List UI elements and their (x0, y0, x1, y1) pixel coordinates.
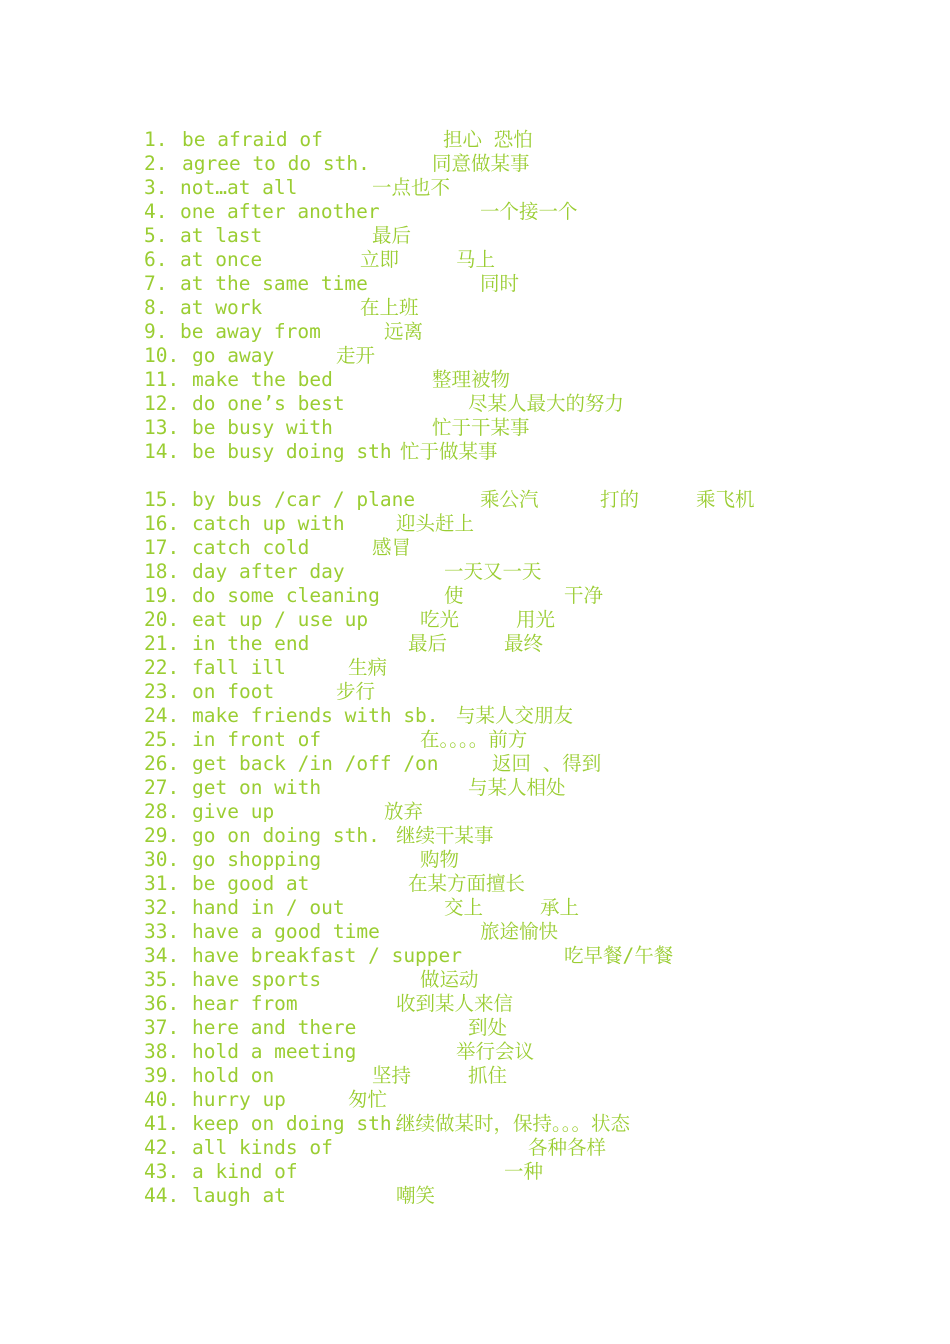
phrase-entry (0, 176, 950, 200)
phrase-entry (0, 272, 950, 296)
entry-number: 23. (144, 680, 180, 703)
chinese-meaning: 吃早餐/午餐 (564, 944, 674, 967)
english-phrase: a kind of (192, 1160, 298, 1183)
entry-number: 17. (144, 536, 180, 559)
entry-number: 3. (144, 176, 168, 199)
chinese-meaning: 生病 (348, 656, 388, 679)
chinese-meaning: 抓住 (468, 1064, 508, 1087)
entry-number: 37. (144, 1016, 180, 1039)
phrase-entry (0, 920, 950, 944)
phrase-entry (0, 968, 950, 992)
chinese-meaning: 最后 (408, 632, 448, 655)
english-phrase: at work (180, 296, 263, 319)
english-phrase: be afraid of (182, 128, 323, 151)
english-phrase: catch up with (192, 512, 345, 535)
english-phrase: eat up / use up (192, 608, 369, 631)
chinese-meaning: 一点也不 (372, 176, 451, 199)
entry-number: 40. (144, 1088, 180, 1111)
entry-number: 2. (144, 152, 168, 175)
english-phrase: one after another (180, 200, 380, 223)
chinese-meaning: 放弃 (384, 800, 424, 823)
chinese-meaning: 收到某人来信 (396, 992, 514, 1015)
phrase-entry (0, 704, 950, 728)
phrase-entry (0, 1088, 950, 1112)
phrase-entry (0, 680, 950, 704)
chinese-meaning: 一个接一个 (480, 200, 578, 223)
phrase-entry (0, 1064, 950, 1088)
entry-number: 44. (144, 1184, 180, 1207)
entry-number: 1. (144, 128, 168, 151)
chinese-meaning: 担心 恐怕 (443, 128, 533, 151)
entry-number: 4. (144, 200, 168, 223)
chinese-meaning: 继续干某事 (396, 824, 494, 847)
phrase-entry (0, 536, 950, 560)
entry-number: 22. (144, 656, 180, 679)
chinese-meaning: 远离 (384, 320, 424, 343)
english-phrase: by bus /car / plane (192, 488, 416, 511)
english-phrase: here and there (192, 1016, 357, 1039)
phrase-entry (0, 200, 950, 224)
english-phrase: hand in / out (192, 896, 345, 919)
phrase-entry (0, 872, 950, 896)
chinese-meaning: 一种 (504, 1160, 544, 1183)
english-phrase: in front of (192, 728, 322, 751)
english-phrase: at last (180, 224, 263, 247)
entry-number: 14. (144, 440, 180, 463)
english-phrase: be away from (180, 320, 321, 343)
chinese-meaning: 用光 (516, 608, 556, 631)
chinese-meaning: 举行会议 (456, 1040, 535, 1063)
chinese-meaning: 使 (444, 584, 464, 607)
english-phrase: at the same time (180, 272, 368, 295)
chinese-meaning: 同时 (480, 272, 520, 295)
phrase-entry (0, 848, 950, 872)
english-phrase: not…at all (180, 176, 298, 199)
chinese-meaning: 吃光 (420, 608, 460, 631)
phrase-entry (0, 1016, 950, 1040)
phrase-entry (0, 944, 950, 968)
phrase-entry (0, 488, 950, 512)
english-phrase: hold on (192, 1064, 275, 1087)
english-phrase: hold a meeting (192, 1040, 357, 1063)
english-phrase: be good at (192, 872, 310, 895)
phrase-entry (0, 512, 950, 536)
phrase-entry (0, 728, 950, 752)
entry-number: 27. (144, 776, 180, 799)
chinese-meaning: 同意做某事 (432, 152, 530, 175)
phrase-entry (0, 296, 950, 320)
chinese-meaning: 打的 (600, 488, 640, 511)
english-phrase: do some cleaning (192, 584, 380, 607)
english-phrase: go shopping (192, 848, 322, 871)
chinese-meaning: 到处 (468, 1016, 508, 1039)
entry-number: 6. (144, 248, 168, 271)
chinese-meaning: 走开 (336, 344, 376, 367)
chinese-meaning: 交上 (444, 896, 484, 919)
english-phrase: agree to do sth. (182, 152, 370, 175)
english-phrase: keep on doing sth. (192, 1112, 404, 1135)
entry-number: 28. (144, 800, 180, 823)
english-phrase: have breakfast / supper (192, 944, 463, 967)
phrase-entry (0, 824, 950, 848)
english-phrase: be busy with (192, 416, 333, 439)
phrase-entry (0, 1136, 950, 1160)
chinese-meaning: 返回 、得到 (492, 752, 602, 775)
entry-number: 19. (144, 584, 180, 607)
english-phrase: hurry up (192, 1088, 286, 1111)
entry-number: 38. (144, 1040, 180, 1063)
chinese-meaning: 整理被物 (432, 368, 511, 391)
chinese-meaning: 迎头赶上 (396, 512, 475, 535)
phrase-entry (0, 344, 950, 368)
phrase-entry (0, 224, 950, 248)
entry-number: 35. (144, 968, 180, 991)
entry-number: 42. (144, 1136, 180, 1159)
entry-number: 39. (144, 1064, 180, 1087)
entry-number: 15. (144, 488, 180, 511)
entry-number: 8. (144, 296, 168, 319)
chinese-meaning: 继续做某时，保持。。。状态 (396, 1112, 631, 1135)
chinese-meaning: 感冒 (372, 536, 412, 559)
chinese-meaning: 在。。。。前方 (420, 728, 528, 751)
phrase-entry (0, 128, 950, 152)
phrase-entry (0, 320, 950, 344)
entry-number: 30. (144, 848, 180, 871)
chinese-meaning: 匆忙 (348, 1088, 388, 1111)
entry-number: 9. (144, 320, 168, 343)
english-phrase: go away (192, 344, 275, 367)
chinese-meaning: 步行 (336, 680, 376, 703)
phrase-entry (0, 584, 950, 608)
entry-number: 21. (144, 632, 180, 655)
chinese-meaning: 立即 (360, 248, 400, 271)
english-phrase: make friends with sb. (192, 704, 439, 727)
phrase-entry (0, 560, 950, 584)
chinese-meaning: 购物 (420, 848, 460, 871)
phrase-entry (0, 608, 950, 632)
phrase-entry (0, 800, 950, 824)
phrase-entry (0, 656, 950, 680)
chinese-meaning: 乘公汽 (480, 488, 539, 511)
entry-number: 29. (144, 824, 180, 847)
chinese-meaning: 旅途愉快 (480, 920, 559, 943)
english-phrase: get back /in /off /on (192, 752, 439, 775)
chinese-meaning: 忙于干某事 (432, 416, 530, 439)
entry-number: 24. (144, 704, 180, 727)
english-phrase: hear from (192, 992, 298, 1015)
phrase-entry (0, 632, 950, 656)
english-phrase: get on with (192, 776, 322, 799)
english-phrase: catch cold (192, 536, 310, 559)
entry-number: 7. (144, 272, 168, 295)
entry-number: 43. (144, 1160, 180, 1183)
entry-number: 11. (144, 368, 180, 391)
chinese-meaning: 忙于做某事 (400, 440, 498, 463)
chinese-meaning: 一天又一天 (444, 560, 542, 583)
english-phrase: laugh at (192, 1184, 286, 1207)
phrase-entry (0, 1160, 950, 1184)
phrase-entry (0, 248, 950, 272)
phrase-entry (0, 776, 950, 800)
english-phrase: go on doing sth. (192, 824, 380, 847)
chinese-meaning: 最终 (504, 632, 544, 655)
english-phrase: make the bed (192, 368, 333, 391)
chinese-meaning: 承上 (540, 896, 580, 919)
english-phrase: at once (180, 248, 263, 271)
english-phrase: give up (192, 800, 275, 823)
english-phrase: be busy doing sth (192, 440, 392, 463)
chinese-meaning: 嘲笑 (396, 1184, 436, 1207)
entry-number: 31. (144, 872, 180, 895)
phrase-entry (0, 440, 950, 464)
entry-number: 36. (144, 992, 180, 1015)
english-phrase: in the end (192, 632, 310, 655)
phrase-entry (0, 392, 950, 416)
entry-number: 13. (144, 416, 180, 439)
english-phrase: do one’s best (192, 392, 345, 415)
entry-number: 41. (144, 1112, 180, 1135)
chinese-meaning: 各种各样 (528, 1136, 607, 1159)
entry-number: 10. (144, 344, 180, 367)
phrase-entry (0, 896, 950, 920)
english-phrase: have a good time (192, 920, 380, 943)
english-phrase: fall ill (192, 656, 286, 679)
entry-number: 26. (144, 752, 180, 775)
phrase-entry (0, 1112, 950, 1136)
entry-number: 33. (144, 920, 180, 943)
entry-number: 5. (144, 224, 168, 247)
chinese-meaning: 干净 (564, 584, 604, 607)
entry-number: 16. (144, 512, 180, 535)
phrase-entry (0, 752, 950, 776)
phrase-entry (0, 992, 950, 1016)
entry-number: 32. (144, 896, 180, 919)
entry-number: 20. (144, 608, 180, 631)
english-phrase: on foot (192, 680, 275, 703)
english-phrase: all kinds of (192, 1136, 333, 1159)
english-phrase: day after day (192, 560, 345, 583)
chinese-meaning: 在某方面擅长 (408, 872, 526, 895)
chinese-meaning: 与某人交朋友 (456, 704, 574, 727)
phrase-entry (0, 152, 950, 176)
chinese-meaning: 最后 (372, 224, 412, 247)
chinese-meaning: 与某人相处 (468, 776, 566, 799)
english-phrase: have sports (192, 968, 322, 991)
entry-number: 25. (144, 728, 180, 751)
phrase-entry (0, 1184, 950, 1208)
chinese-meaning: 尽某人最大的努力 (468, 392, 625, 415)
chinese-meaning: 在上班 (360, 296, 419, 319)
chinese-meaning: 马上 (456, 248, 496, 271)
entry-number: 34. (144, 944, 180, 967)
entry-number: 12. (144, 392, 180, 415)
chinese-meaning: 坚持 (372, 1064, 412, 1087)
chinese-meaning: 做运动 (420, 968, 479, 991)
chinese-meaning: 乘飞机 (696, 488, 755, 511)
phrase-entry (0, 416, 950, 440)
entry-number: 18. (144, 560, 180, 583)
phrase-entry (0, 368, 950, 392)
phrase-entry (0, 1040, 950, 1064)
